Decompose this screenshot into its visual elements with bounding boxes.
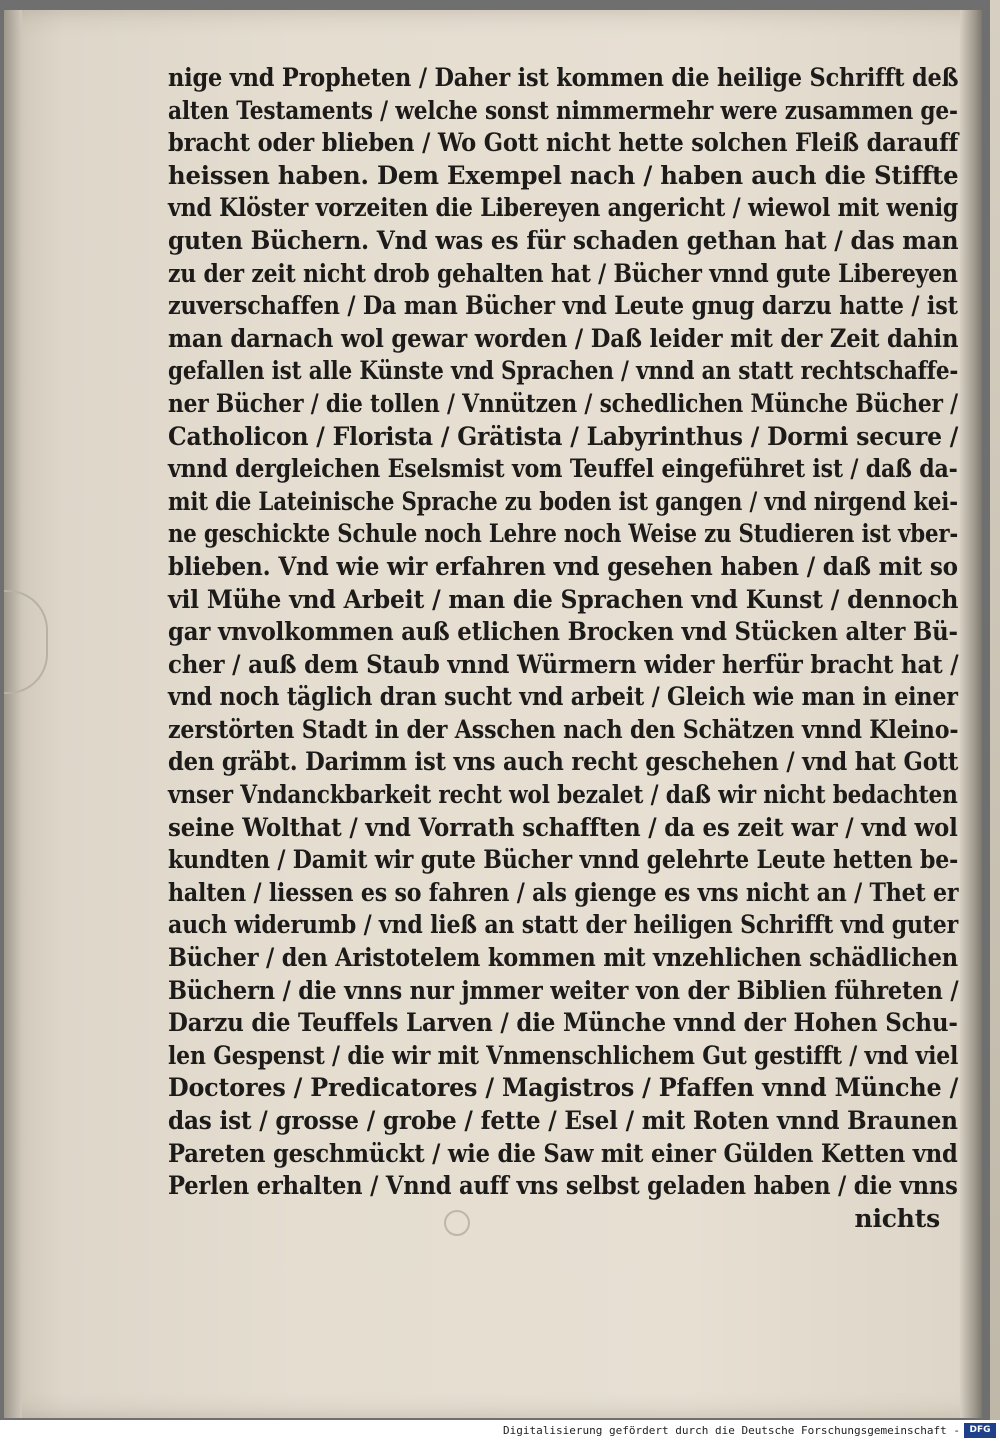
text-line: seine Wolthat / vnd Vorrath schafften / da es zeit war / vnd wol [168, 812, 958, 842]
text-line: zu der zeit nicht drob gehalten hat / Bücher vnnd gute Libereyen [168, 258, 958, 288]
text-line: vnd Klöster vorzeiten die Libereyen angericht / wiewol mit wenig [168, 193, 959, 223]
page-fold-mark [4, 590, 48, 694]
text-line: mit die Lateinische Sprache zu boden ist gangen / vnd nirgend kei- [168, 486, 958, 516]
text-line: len Gespenst / die wir mit Vnmenschlichem Gut gestifft / vnd viel [168, 1040, 959, 1070]
text-line: Darzu die Teuffels Larven / die Münche vnnd der Hohen Schu- [168, 1008, 958, 1038]
text-line: vnd noch täglich dran sucht vnd arbeit / Gleich wie man in einer [168, 682, 958, 712]
color-calibration-strip [990, 0, 1000, 1420]
text-line: blieben. Vnd wie wir erfahren vnd gesehen haben / daß mit so [168, 551, 958, 581]
text-line: zerstörten Stadt in der Asschen nach den Schätzen vnnd Kleino- [168, 714, 959, 744]
text-line: Doctores / Predicatores / Magistros / Pfaffen vnnd Münche / [168, 1073, 959, 1103]
footer-bar [0, 1420, 1000, 1443]
text-line: ner Bücher / die tollen / Vnnützen / schedlichen Münche Bücher / [168, 388, 958, 418]
page-text [168, 62, 958, 1235]
text-line: Büchern / die vnns nur jmmer weiter von der Biblien führeten / [168, 975, 959, 1005]
text-line: vnnd dergleichen Eselsmist vom Teuffel eingeführet ist / daß da- [168, 454, 958, 484]
text-line: Bücher / den Aristotelem kommen mit vnzehlichen schädlichen [168, 943, 958, 973]
text-line: nige vnd Propheten / Daher ist kommen die heilige Schrifft deß [168, 63, 959, 92]
text-line: ne geschickte Schule noch Lehre noch Weise zu Studieren ist vber- [168, 519, 959, 549]
text-line: auch widerumb / vnd ließ an statt der heiligen Schrifft vnd guter [168, 910, 959, 940]
text-line: heissen haben. Dem Exempel nach / haben auch die Stiffte [168, 160, 959, 190]
page-right-edge [960, 10, 982, 1418]
dfg-logo-icon: DFG [964, 1423, 996, 1438]
text-line: halten / liessen es so fahren / als gienge es vns nicht an / Thet er [168, 877, 959, 907]
text-line: Pareten geschmückt / wie die Saw mit einer Gülden Ketten vnd [168, 1138, 958, 1168]
text-line: gefallen ist alle Künste vnd Sprachen / vnnd an statt rechtschaffe- [168, 356, 959, 386]
text-line: man darnach wol gewar worden / Daß leider mit der Zeit dahin [168, 323, 959, 353]
text-line: kundten / Damit wir gute Bücher vnnd gelehrte Leute hetten be- [168, 845, 959, 875]
catchword: nichts [854, 1203, 940, 1233]
text-line: Perlen erhalten / Vnnd auff vns selbst geladen haben / die vnns [168, 1171, 958, 1201]
funding-credit: Digitalisierung gefördert durch die Deutsche Forschungsgemeinschaft - [503, 1424, 960, 1437]
text-line: alten Testaments / welche sonst nimmermehr were zusammen ge- [168, 95, 958, 125]
text-line: cher / auß dem Staub vnnd Würmern wider herfür bracht hat / [168, 649, 959, 679]
text-line: guten Büchern. Vnd was es für schaden gethan hat / das man [168, 225, 959, 255]
text-line: den gräbt. Darimm ist vns auch recht geschehen / vnd hat Gott [168, 747, 959, 777]
text-line: gar vnvolkommen auß etlichen Brocken vnd Stücken alter Bü- [168, 617, 958, 647]
page-left-edge [4, 10, 22, 1418]
text-line: zuverschaffen / Da man Bücher vnd Leute gnug darzu hatte / ist [168, 291, 958, 321]
text-line: bracht oder blieben / Wo Gott nicht hette solchen Fleiß darauff [168, 128, 959, 158]
text-line: das ist / grosse / grobe / fette / Esel / mit Roten vnnd Braunen [168, 1106, 958, 1135]
text-line: Catholicon / Florista / Grätista / Labyrinthus / Dormi secure / [168, 421, 959, 451]
text-line: vnser Vndanckbarkeit recht wol bezalet / daß wir nicht bedachten [168, 780, 958, 810]
text-line: vil Mühe vnd Arbeit / man die Sprachen vnd Kunst / dennoch [168, 584, 959, 614]
